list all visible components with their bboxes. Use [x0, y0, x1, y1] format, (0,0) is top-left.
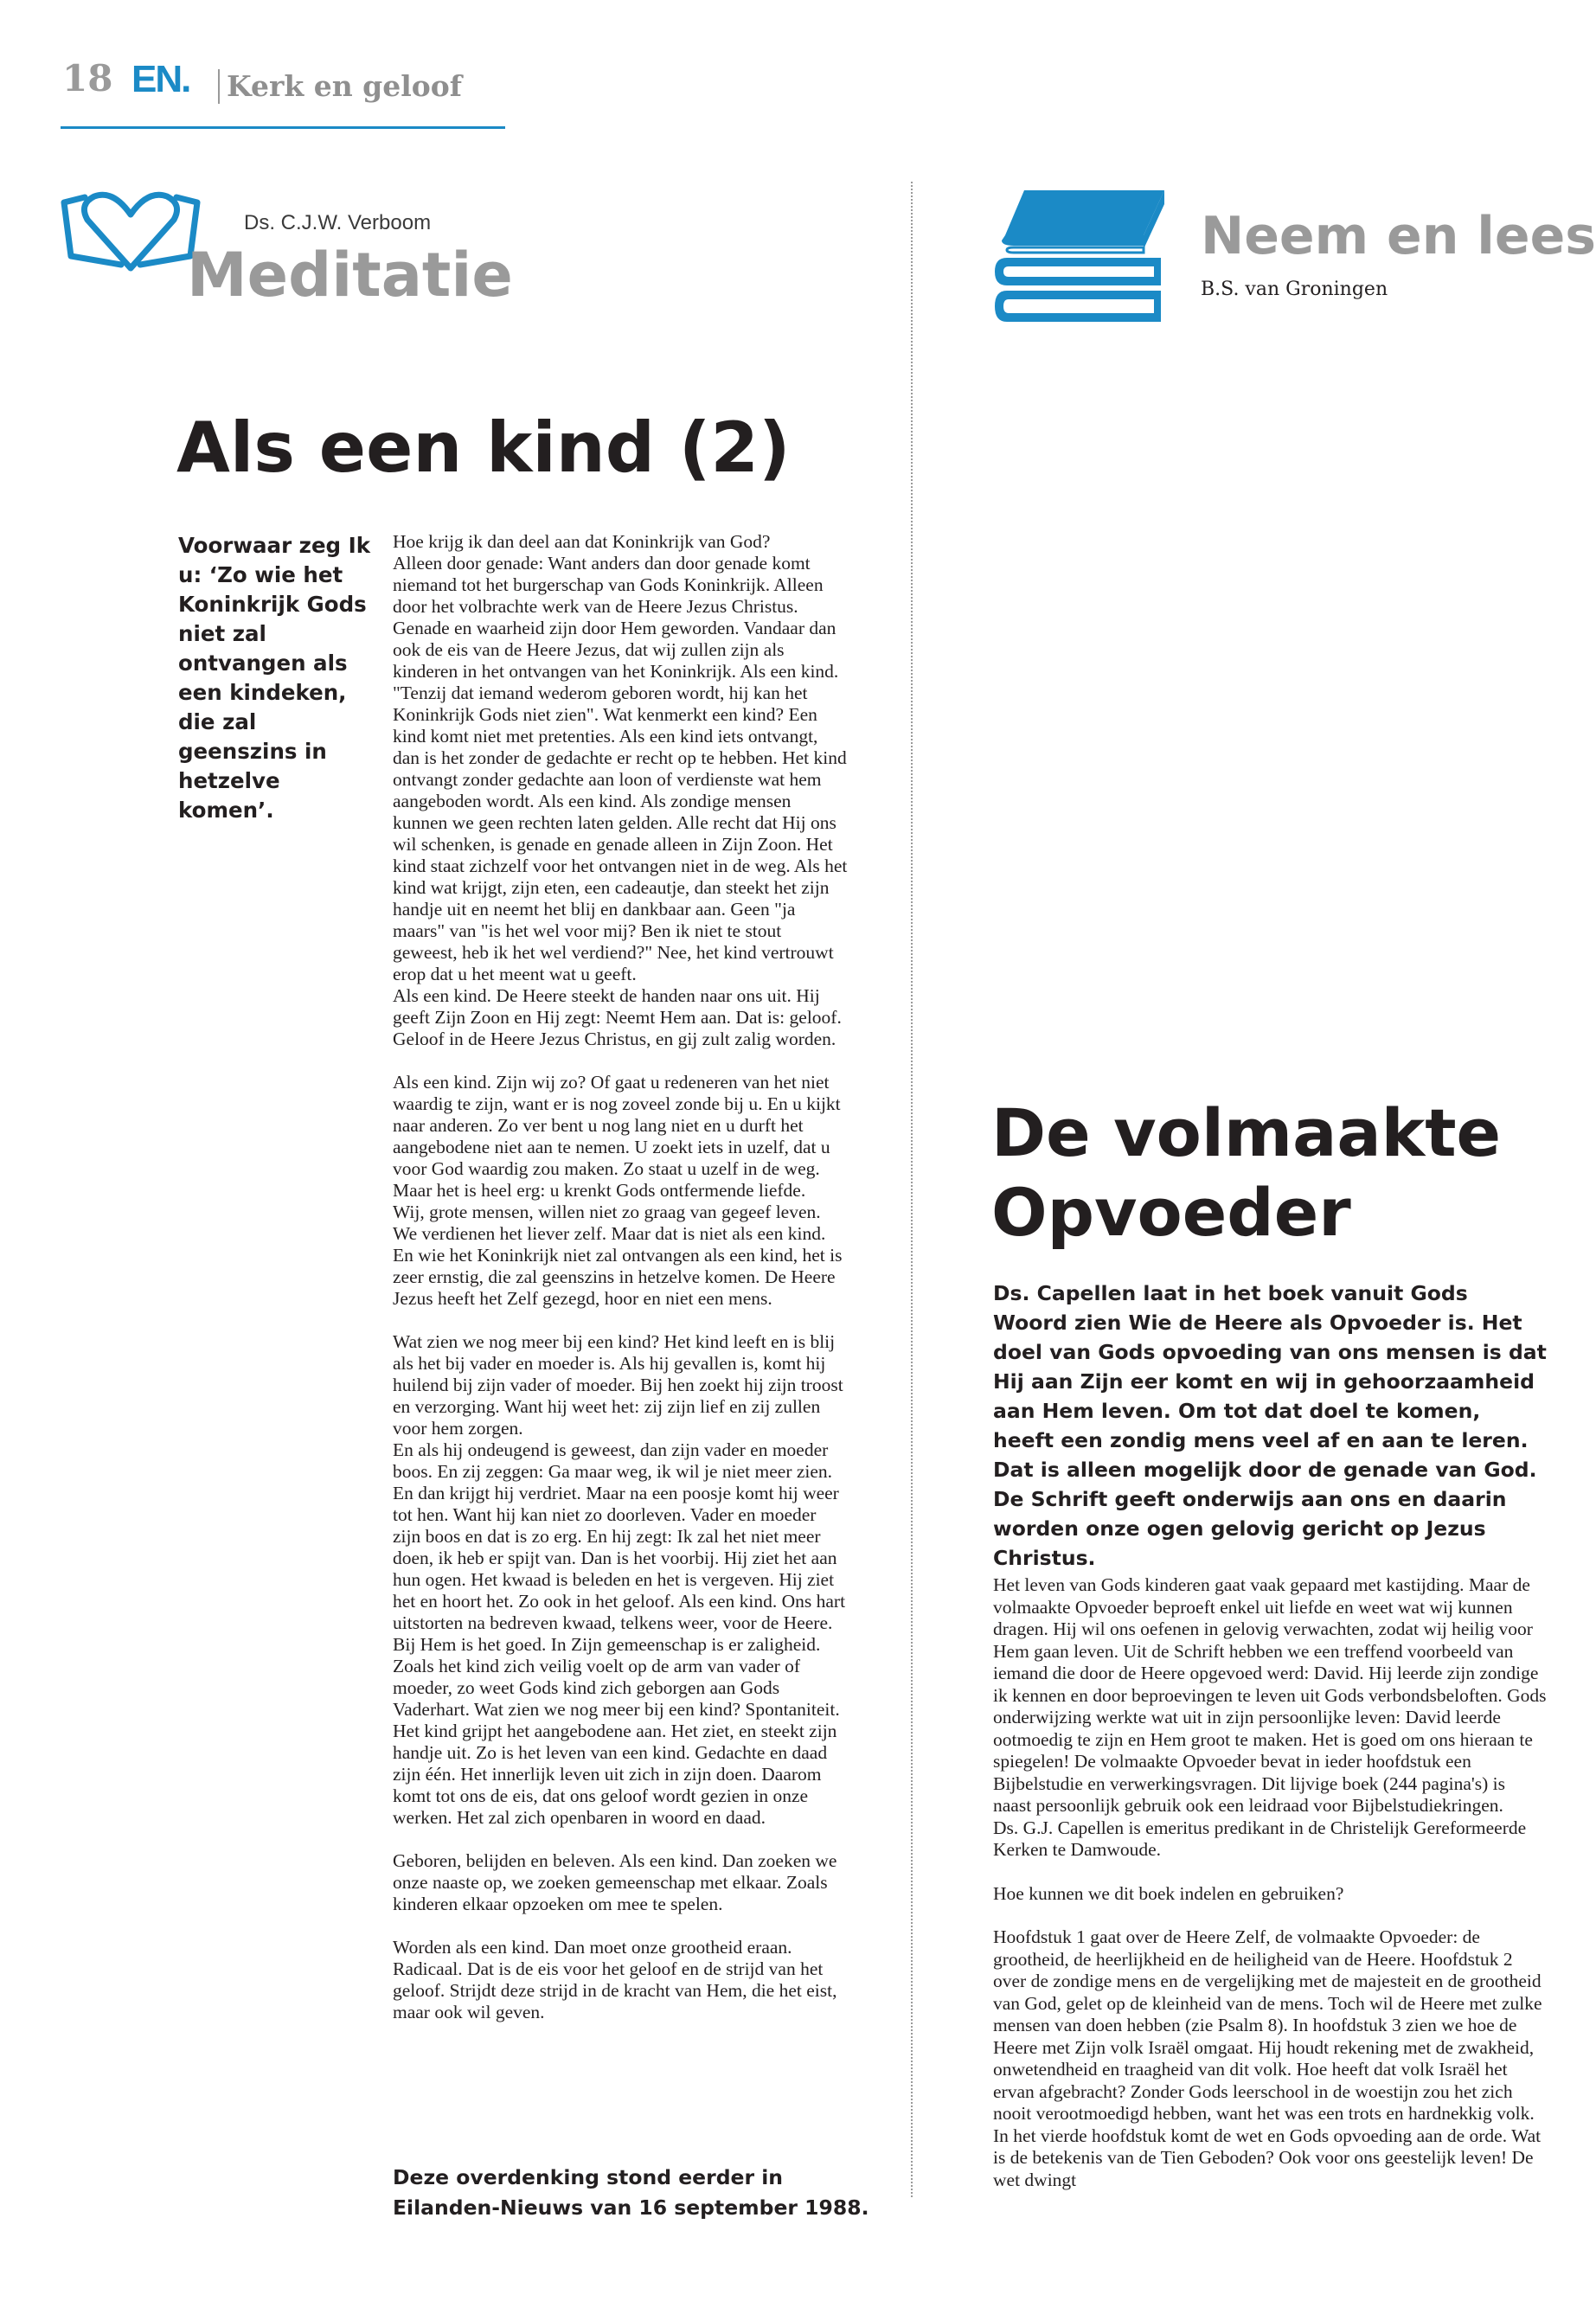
- meditation-paragraph: Hoe krijg ik dan deel aan dat Koninkrijk van God? Alleen door genade: Want anders dan door genade komt niemand tot het burgerschap van Gods Koninkrijk. Alleen door het volbrachte werk van de Heere Jezus Christus. Genade en waarheid zijn door Hem geworden. Vandaar dan ook de eis van de Heere Jezus, dat wij zullen zijn als kinderen in het ontvangen van het Koninkrijk. Als een kind. "Tenzij dat iemand wederom geboren wordt, hij kan het Koninkrijk Gods niet zien". Wat kenmerkt een kind? Een kind komt niet met pretenties. Als een kind iets ontvangt, dan is het zonder de gedachte er recht op te hebben. Het kind ontvangt zonder gedachte aan loon of verdienste wat hem aangeboden wordt. Als een kind. Als zondige mensen kunnen we geen rechten laten gelden. Alle recht dat Hij ons wil schenken, is genade en genade alleen in Zijn Zoon. Het kind staat zichzelf voor het ontvangen niet in de weg. Als het kind wat krijgt, zijn eten, een cadeautje, dan steekt het zijn handje uit en neemt het blij en dankbaar aan. Geen "ja maars" van "is het wel voor mij? Ben ik niet te stout geweest, heb ik het wel verdiend?" Nee, het kind vertrouwt erop dat u het meent wat u geeft. Als een kind. De Heere steekt de handen naar ons uit. Hij geeft Zijn Zoon en Hij zegt: Neemt Hem aan. Dat is: geloof. Geloof in de Heere Jezus Christus, en gij zult zalig worden.: [393, 531, 848, 1049]
- review-paragraph: Hoe kunnen we dit boek indelen en gebruiken?: [993, 1882, 1344, 1904]
- meditation-body: [393, 531, 848, 2023]
- open-book-heart-icon: [61, 182, 201, 275]
- meditation-author: Ds. C.J.W. Verboom: [244, 211, 432, 234]
- section-title: Kerk en geloof: [227, 69, 462, 103]
- review-body: [993, 1574, 1547, 2191]
- meditation-title: Als een kind (2): [176, 407, 791, 488]
- publication-logo: EN.: [131, 58, 190, 100]
- review-label: Neem en lees: [1201, 206, 1596, 266]
- meditation-paragraph: Worden als een kind. Dan moet onze grootheid eraan. Radicaal. Dat is de eis voor het geloof en de strijd van het geloof. Strijdt deze strijd in de kracht van Hem, die het eist, maar ook wil geven.: [393, 1937, 837, 2022]
- review-author: B.S. van Groningen: [1201, 279, 1388, 300]
- meditation-paragraph: Geboren, belijden en beleven. Als een kind. Dan zoeken we onze naaste op, we zoeken gemeenschap met elkaar. Zoals kinderen elkaar opzoeken om mee te spelen.: [393, 1850, 837, 1914]
- bible-quote: Voorwaar zeg Ik u: ‘Zo wie het Koninkrijk Gods niet zal ontvangen als een kindeken, die zal geenszins in hetzelve komen’.: [178, 533, 371, 823]
- meditation-paragraph: Wat zien we nog meer bij een kind? Het kind leeft en is blij als het bij vader en moeder is. Als hij gevallen is, komt hij huilend bij zijn vader of moeder. Bij hen zoekt hij zijn troost en verzorging. Want hij weet het: zij zijn lief en zij zullen voor hem zorgen. En als hij ondeugend is geweest, dan zijn vader en moeder boos. En zij zeggen: Ga maar weg, ik wil je niet meer zien. En dan krijgt hij verdriet. Maar na een poosje komt hij weer tot hen. Want hij kan niet zo doorleven. Vader en moeder zijn boos en dat is zo erg. En hij zegt: Ik zal het niet meer doen, ik heb er spijt van. Dan is het voorbij. Hij ziet het aan hun ogen. Het kwaad is beleden en het is vergeven. Hij ziet het en hoort het. Zo ook in het geloof. Als een kind. Ons hart uitstorten na bedreven kwaad, telkens weer, voor de Heere. Bij Hem is het goed. In Zijn gemeenschap is er zaligheid. Zoals het kind zich veilig voelt op de arm van vader of moeder, zo weet Gods kind zich geborgen aan Gods Vaderhart. Wat zien we nog meer bij een kind? Spontaniteit. Het kind grijpt het aangebodene aan. Het ziet, en steekt zijn handje uit. Zo is het leven van een kind. Gedachte en daad zijn één. Het innerlijk leven uit zich in zijn doen. Daarom komt tot ons de eis, dat ons geloof wordt gezien in onze werken. Het zal zich openbaren in woord en daad.: [393, 1331, 846, 1828]
- source-note: Deze overdenking stond eerder in Eilanden-Nieuws van 16 september 1988.: [393, 2165, 869, 2220]
- header-separator: [218, 69, 220, 104]
- page-number: 18: [62, 57, 113, 99]
- book-stack-icon: [991, 183, 1175, 330]
- review-paragraph: Hoofdstuk 1 gaat over de Heere Zelf, de volmaakte Opvoeder: de grootheid, de heerlijkheid en de heiligheid van de Heere. Hoofdstuk 2 over de zondige mens en de vergelijking met de majesteit en de grootheid van God, gelet op de kleinheid van de mens. Toch wil de Heere met zulke mensen van doen hebben (zie Psalm 8). In hoofdstuk 3 zien we hoe de Heere met Zijn volk Israël omgaat. Hij houdt rekening met de zwakheid, onwetendheid en traagheid van dit volk. Hoe heeft dat volk Israël het ervan afgebracht? Zonder Gods leerschool in de woestijn zou het zich nooit verootmoedigd hebben, want het was een trots en hardnekkig volk. In het vierde hoofdstuk komt de wet en Gods opvoeding aan de orde. Wat is de betekenis van de Tien Geboden? Ook voor ons geestelijk leven! De wet dwingt: [993, 1926, 1542, 2190]
- meditation-paragraph: Als een kind. Zijn wij zo? Of gaat u redeneren van het niet waardig te zijn, want er is nog zoveel zonde bij u. En u kijkt naar anderen. Zo ver bent u nog lang niet en u durft het aangebodene niet aan te nemen. U zoekt iets in uzelf, dat u voor God waardig zou maken. Zo staat u uzelf in de weg. Maar het is heel erg: u krenkt Gods ontfermende liefde. Wij, grote mensen, willen niet zo graag van gegeef leven. We verdienen het liever zelf. Maar dat is niet als een kind. En wie het Koninkrijk niet zal ontvangen als een kind, het is zeer ernstig, die zal geenszins in hetzelve komen. De Heere Jezus heeft het Zelf gezegd, hoor en niet een mens.: [393, 1072, 843, 1309]
- review-title: De volmaakte Opvoeder: [991, 1094, 1502, 1251]
- column-divider: [911, 182, 913, 2197]
- review-lead: Ds. Capellen laat in het boek vanuit Gods Woord zien Wie de Heere als Opvoeder is. Het doel van Gods opvoeding van ons mensen is dat Hij aan Zijn eer komt en wij in gehoorzaamheid aan Hem leven. Om tot dat doel te komen, heeft een zondig mens veel af en aan te leren. Dat is alleen mogelijk door de genade van God. De Schrift geeft onderwijs aan ons en daarin worden onze ogen gelovig gericht op Jezus Christus.: [993, 1281, 1547, 1570]
- header-rule: [61, 126, 505, 129]
- review-paragraph: Het leven van Gods kinderen gaat vaak gepaard met kastijding. Maar de volmaakte Opvoeder beproeft enkel uit liefde en weet wat wij kunnen dragen. Hij wil ons oefenen in gelovig verwachten, zodat wij heilig voor Hem gaan leven. Uit de Schrift hebben we een treffend voorbeeld van iemand die door de Heere opgevoed werd: David. Hij leerde zijn zondige ik kennen en door beproevingen te leven uit Gods verbondsbeloften. Gods onderwijzing werkte wat uit in zijn persoonlijke leven: David leerde ootmoedig te zijn en Hem groot te maken. Het is goed om ons hieraan te spiegelen! De volmaakte Opvoeder bevat in ieder hoofdstuk een Bijbelstudie en verwerkingsvragen. Dit lijvige boek (244 pagina's) is naast persoonlijk gebruik ook een leidraad voor Bijbelstudiekringen. Ds. G.J. Capellen is emeritus predikant in de Christelijk Gereformeerde Kerken te Damwoude.: [993, 1574, 1547, 1860]
- meditation-label: Meditatie: [187, 240, 513, 311]
